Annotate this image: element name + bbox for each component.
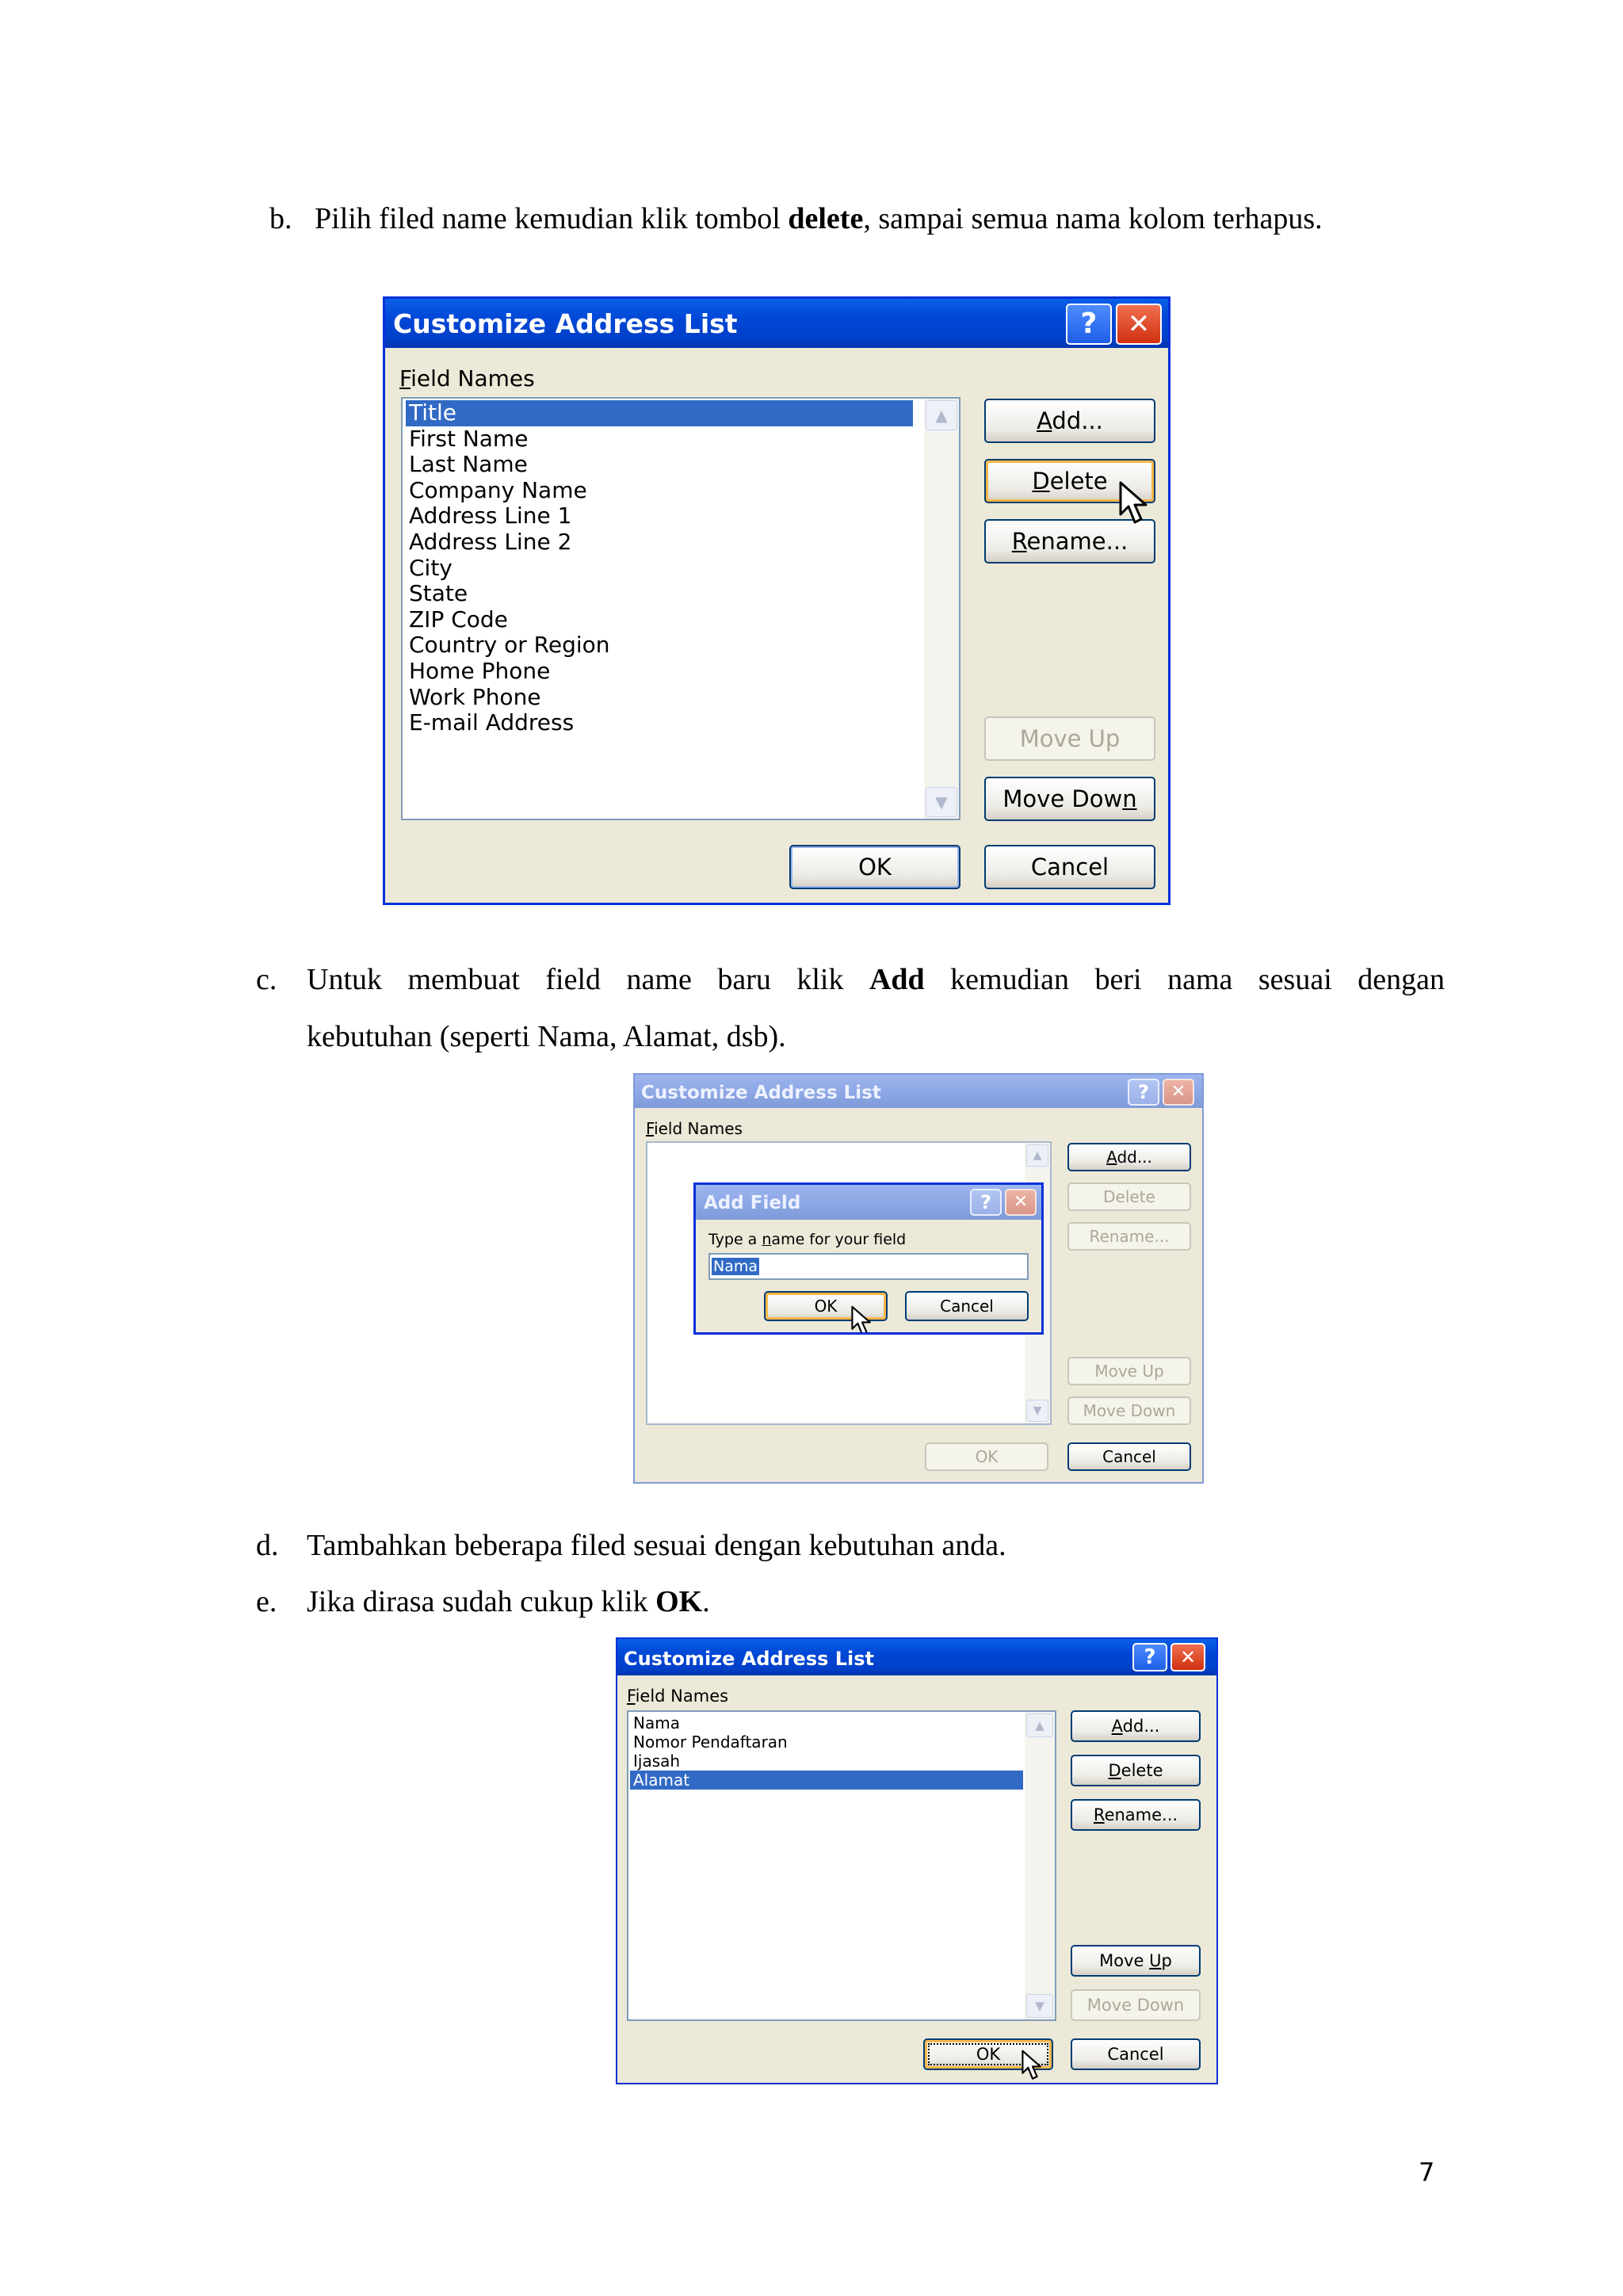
help-icon[interactable]: ? <box>970 1189 1002 1216</box>
scroll-down-icon[interactable]: ▼ <box>926 787 957 817</box>
move-down-button[interactable]: Move Down <box>1067 1396 1191 1425</box>
mouse-pointer-icon <box>1022 2050 1044 2081</box>
ok-button[interactable]: OK <box>925 1442 1048 1471</box>
close-icon[interactable]: ✕ <box>1170 1643 1205 1671</box>
step-d-text: Tambahkan beberapa filed sesuai dengan kebutuhan anda. <box>307 1529 1006 1562</box>
list-item[interactable]: Company Name <box>409 476 587 503</box>
list-item[interactable]: E-mail Address <box>409 709 575 736</box>
move-down-button[interactable]: Move Down <box>1071 1989 1201 2021</box>
field-names-label: Field Names <box>646 1119 743 1138</box>
close-icon: ✕ <box>1163 1079 1194 1106</box>
vertical-scrollbar[interactable] <box>1025 1712 1055 2019</box>
field-names-label: Field Names <box>399 365 535 392</box>
move-up-button[interactable]: Move Up <box>1067 1357 1191 1385</box>
add-field-dialog <box>693 1182 1044 1335</box>
scroll-down-icon[interactable]: ▼ <box>1026 1400 1048 1422</box>
help-icon[interactable]: ? <box>1066 304 1112 345</box>
list-item[interactable]: First Name <box>409 425 529 452</box>
step-c-line1 <box>256 951 1445 1008</box>
add-field-ok-button[interactable]: OK <box>764 1291 888 1321</box>
field-names-items <box>630 1713 1023 1790</box>
cancel-button[interactable]: Cancel <box>1067 1442 1191 1471</box>
step-d-marker: d. <box>256 1529 279 1562</box>
step-e-marker: e. <box>256 1585 277 1618</box>
list-item[interactable]: Address Line 2 <box>409 528 572 555</box>
list-item[interactable]: Home Phone <box>409 657 551 684</box>
list-item[interactable]: ZIP Code <box>409 606 508 632</box>
step-b <box>269 190 1323 247</box>
step-e-text: Jika dirasa sudah cukup klik OK. <box>307 1585 710 1618</box>
list-item[interactable]: City <box>409 554 453 581</box>
ok-button[interactable]: OK <box>923 2038 1053 2070</box>
step-c-marker: c. <box>256 963 277 996</box>
cancel-button[interactable]: Cancel <box>984 845 1155 889</box>
dialog-title: Customize Address List <box>641 1083 881 1103</box>
title-bar <box>617 1639 1216 1675</box>
ok-button[interactable]: OK <box>789 845 960 889</box>
add-button[interactable]: Add... <box>984 399 1155 443</box>
move-up-button[interactable]: Move Up <box>984 716 1155 761</box>
list-item[interactable]: Nomor Pendaftaran <box>633 1733 788 1752</box>
cancel-button[interactable]: Cancel <box>1071 2038 1201 2070</box>
scroll-up-icon[interactable]: ▲ <box>1026 1713 1053 1737</box>
help-icon[interactable]: ? <box>1132 1643 1167 1671</box>
mouse-pointer-icon <box>851 1305 873 1335</box>
rename-button[interactable]: Rename... <box>1071 1799 1201 1831</box>
scroll-up-icon[interactable]: ▲ <box>926 400 957 430</box>
scroll-up-icon[interactable]: ▲ <box>1026 1144 1048 1167</box>
customize-address-list-dialog-1 <box>383 296 1170 905</box>
add-keyword: Add <box>869 963 925 996</box>
delete-button[interactable]: Delete <box>984 459 1155 503</box>
list-item[interactable]: State <box>409 580 468 607</box>
step-b-marker: b. <box>269 202 292 235</box>
list-item[interactable]: Alamat <box>630 1771 1023 1790</box>
step-b-text: Pilih filed name kemudian klik tombol delete, sampai semua nama kolom terhapus. <box>315 202 1323 235</box>
add-field-cancel-button[interactable]: Cancel <box>905 1291 1029 1321</box>
rename-button[interactable]: Rename... <box>1067 1222 1191 1251</box>
customize-address-list-dialog-2 <box>633 1073 1204 1484</box>
close-icon[interactable]: ✕ <box>1005 1189 1037 1216</box>
page-number: 7 <box>1419 2157 1435 2187</box>
step-d <box>256 1517 1006 1574</box>
add-button[interactable]: Add... <box>1071 1710 1201 1742</box>
dialog-title: Customize Address List <box>624 1648 875 1670</box>
add-button[interactable]: Add... <box>1067 1143 1191 1171</box>
move-down-button[interactable]: Move Down <box>984 777 1155 821</box>
list-item[interactable]: Country or Region <box>409 632 610 659</box>
mouse-pointer-icon <box>1119 481 1151 525</box>
dialog-title: Add Field <box>704 1193 801 1213</box>
close-icon[interactable]: ✕ <box>1116 304 1162 345</box>
list-item[interactable]: Nama <box>633 1713 680 1733</box>
step-e <box>256 1573 710 1630</box>
step-c-text: Untuk membuat field name baru klik Add kemudian beri nama sesuai dengan <box>307 963 1445 996</box>
field-names-list[interactable] <box>627 1710 1056 2021</box>
list-item[interactable]: Work Phone <box>409 683 541 710</box>
scroll-down-icon[interactable]: ▼ <box>1026 1994 1053 2018</box>
add-field-prompt: Type a name for your field <box>708 1231 907 1248</box>
help-icon: ? <box>1128 1079 1159 1106</box>
title-bar <box>696 1185 1041 1220</box>
delete-button[interactable]: Delete <box>1071 1755 1201 1786</box>
dialog-title: Customize Address List <box>393 308 738 339</box>
ok-keyword: OK <box>655 1585 703 1618</box>
move-up-button[interactable]: Move Up <box>1071 1945 1201 1977</box>
title-bar <box>385 299 1168 348</box>
list-item[interactable]: Title <box>406 400 913 426</box>
title-bar <box>635 1075 1202 1108</box>
list-item[interactable]: Address Line 1 <box>409 502 572 529</box>
field-names-items <box>406 400 913 736</box>
field-names-list[interactable] <box>401 397 960 820</box>
list-item[interactable]: Last Name <box>409 451 528 478</box>
field-name-value: Nama <box>713 1258 758 1275</box>
field-names-label: Field Names <box>627 1687 729 1706</box>
delete-button[interactable]: Delete <box>1067 1182 1191 1211</box>
vertical-scrollbar[interactable] <box>924 399 959 819</box>
list-item[interactable]: Ijasah <box>633 1752 681 1771</box>
delete-keyword: delete <box>788 202 864 235</box>
step-c <box>256 951 1445 1065</box>
field-name-input[interactable] <box>708 1253 1029 1280</box>
customize-address-list-dialog-3 <box>616 1637 1218 2084</box>
step-c-line2: kebutuhan (seperti Nama, Alamat, dsb). <box>307 1020 786 1053</box>
rename-button[interactable]: Rename... <box>984 519 1155 563</box>
